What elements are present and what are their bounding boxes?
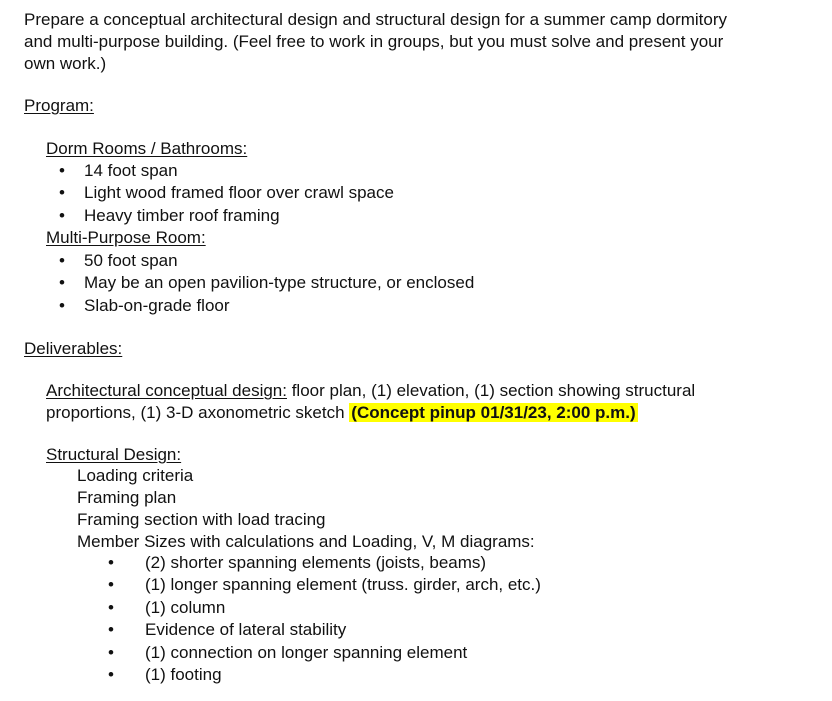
list-item-text: (1) longer spanning element (truss. girder, arch, etc.) bbox=[145, 575, 541, 595]
architectural-text: floor plan, (1) elevation, (1) section showing structural bbox=[286, 381, 696, 400]
intro-line: and multi-purpose building. (Feel free to work in groups, but you must solve and present your bbox=[24, 32, 724, 51]
structural-heading: Structural Design: bbox=[46, 445, 182, 464]
bullet-icon: • bbox=[59, 251, 65, 270]
list-item-text: 14 foot span bbox=[84, 161, 178, 180]
structural-line: Loading criteria bbox=[77, 466, 194, 485]
intro-paragraph bbox=[24, 9, 814, 75]
list-item-text: Evidence of lateral stability bbox=[145, 620, 347, 640]
bullet-icon: • bbox=[108, 575, 114, 595]
structural-lines bbox=[77, 465, 535, 553]
list-item-text: May be an open pavilion-type structure, or enclosed bbox=[84, 273, 475, 293]
intro-line: Prepare a conceptual architectural design and structural design for a summer camp dormitory bbox=[24, 10, 728, 29]
bullet-icon: • bbox=[108, 642, 114, 662]
list-item-text: (2) shorter spanning elements (joists, beams) bbox=[145, 553, 487, 572]
list-item-text: Heavy timber roof framing bbox=[84, 205, 280, 225]
bullet-icon: • bbox=[108, 620, 114, 640]
architectural-paragraph bbox=[46, 380, 816, 424]
architectural-label: Architectural conceptual design: bbox=[46, 381, 287, 400]
bullet-icon: • bbox=[59, 273, 65, 293]
intro-line: own work.) bbox=[24, 54, 107, 73]
bullet-icon: • bbox=[108, 553, 114, 572]
deliverables-heading: Deliverables: bbox=[24, 339, 123, 358]
list-item-text: (1) column bbox=[145, 597, 226, 617]
bullet-icon: • bbox=[59, 161, 65, 180]
architectural-line-1 bbox=[46, 380, 816, 402]
bullet-icon: • bbox=[59, 183, 65, 203]
dorm-heading: Dorm Rooms / Bathrooms: bbox=[46, 139, 248, 158]
structural-line: Framing section with load tracing bbox=[77, 510, 326, 529]
bullet-icon: • bbox=[59, 205, 65, 225]
bullet-icon: • bbox=[108, 664, 114, 684]
list-item-text: Light wood framed floor over crawl space bbox=[84, 183, 394, 203]
list-item-text: (1) footing bbox=[145, 664, 222, 684]
concept-pinup-highlight: (Concept pinup 01/31/23, 2:00 p.m.) bbox=[351, 403, 636, 422]
bullet-icon: • bbox=[108, 597, 114, 617]
list-item-text: Slab-on-grade floor bbox=[84, 295, 230, 315]
architectural-text: proportions, (1) 3-D axonometric sketch bbox=[46, 403, 350, 422]
list-item-text: 50 foot span bbox=[84, 251, 178, 270]
architectural-line-2 bbox=[46, 402, 816, 424]
structural-line: Framing plan bbox=[77, 488, 177, 507]
multipurpose-heading: Multi-Purpose Room: bbox=[46, 228, 206, 247]
program-heading: Program: bbox=[24, 96, 94, 115]
bullet-icon: • bbox=[59, 295, 65, 315]
list-item-text: (1) connection on longer spanning element bbox=[145, 642, 468, 662]
structural-line: Member Sizes with calculations and Loading, V, M diagrams: bbox=[77, 532, 535, 551]
